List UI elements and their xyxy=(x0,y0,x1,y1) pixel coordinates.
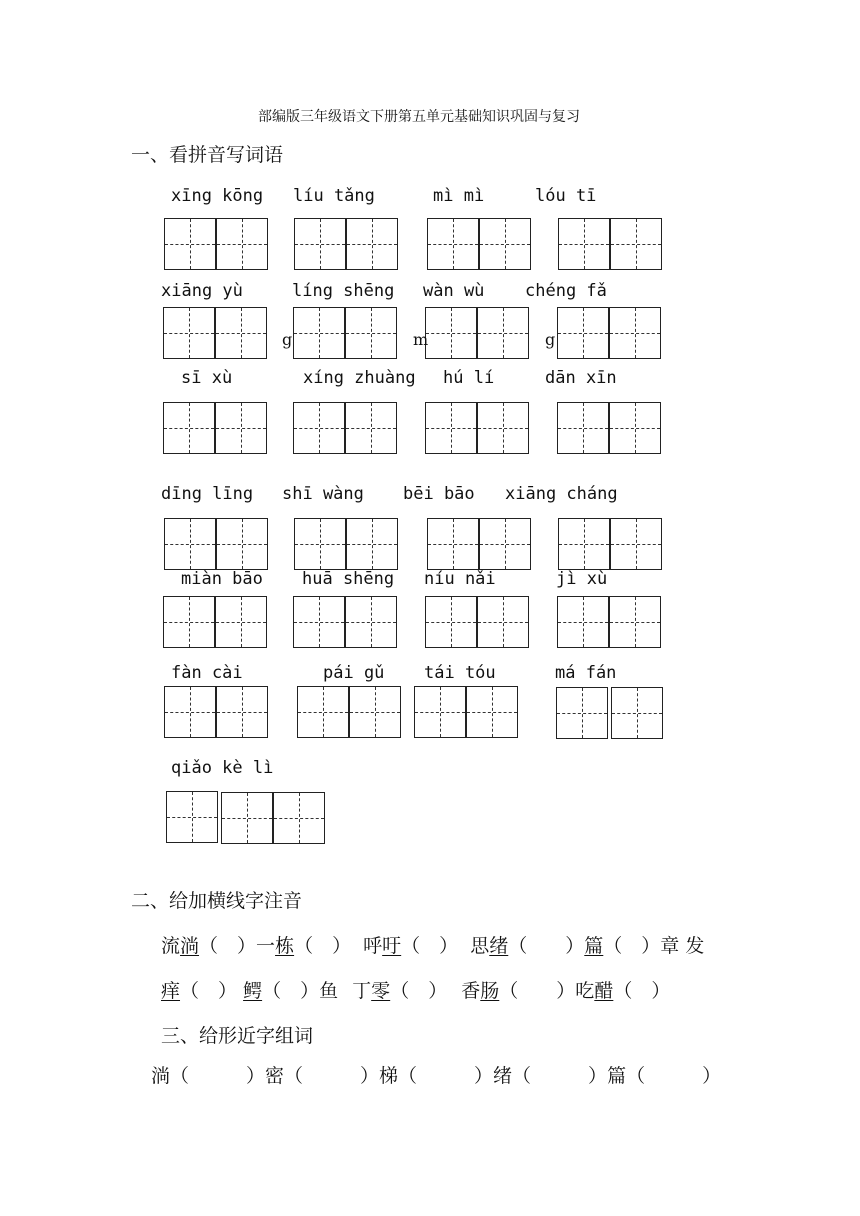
similar-char-line xyxy=(151,1061,721,1088)
writing-box[interactable] xyxy=(293,402,345,454)
phonetic-item: 吃醋（ ） xyxy=(575,980,671,1002)
pinyin-label: fàn cài xyxy=(171,663,243,683)
writing-box[interactable] xyxy=(294,518,346,570)
writing-box[interactable] xyxy=(609,596,661,648)
writing-box[interactable] xyxy=(425,307,477,359)
phonetic-item: 篇（ ）章 发 xyxy=(584,935,705,957)
similar-char-item: 篇（ ） xyxy=(607,1065,722,1087)
writing-box[interactable] xyxy=(163,596,215,648)
stray-letter: g xyxy=(282,330,293,349)
stray-letter: m xyxy=(413,330,429,349)
writing-box[interactable] xyxy=(479,218,531,270)
phonetic-item: 鳄（ ）鱼 xyxy=(243,980,339,1002)
writing-box[interactable] xyxy=(477,402,529,454)
pinyin-label: xiāng yù xyxy=(161,281,243,301)
writing-box[interactable] xyxy=(163,307,215,359)
pinyin-label: huā shēng xyxy=(302,569,395,589)
phonetic-item: 香肠（ ） xyxy=(461,980,576,1002)
writing-box[interactable] xyxy=(164,686,216,738)
phonetic-item: 一栋（ ） xyxy=(256,935,352,957)
writing-box[interactable] xyxy=(558,518,610,570)
similar-char-item: 梯（ ） xyxy=(379,1065,494,1087)
writing-box[interactable] xyxy=(425,596,477,648)
pinyin-label: wàn wù xyxy=(423,281,485,301)
writing-box[interactable] xyxy=(345,596,397,648)
section-2-heading: 二、给加横线字注音 xyxy=(131,890,303,912)
pinyin-label: líng shēng xyxy=(292,281,395,301)
phonetic-line-1 xyxy=(161,931,704,958)
phonetic-item: 痒（ ） xyxy=(161,980,238,1002)
writing-box[interactable] xyxy=(293,596,345,648)
writing-box[interactable] xyxy=(216,218,268,270)
writing-box[interactable] xyxy=(215,596,267,648)
writing-box[interactable] xyxy=(611,687,663,739)
writing-box[interactable] xyxy=(610,218,662,270)
writing-box[interactable] xyxy=(556,687,608,739)
pinyin-label: shī wàng xyxy=(282,484,364,504)
pinyin-label: bēi bāo xyxy=(403,484,475,504)
writing-box[interactable] xyxy=(479,518,531,570)
pinyin-label: chéng fǎ xyxy=(525,281,607,301)
writing-box[interactable] xyxy=(345,307,397,359)
section-3-heading: 三、给形近字组词 xyxy=(161,1025,314,1047)
writing-box[interactable] xyxy=(477,307,529,359)
writing-box[interactable] xyxy=(609,307,661,359)
writing-box[interactable] xyxy=(166,791,218,843)
writing-box[interactable] xyxy=(273,792,325,844)
phonetic-item: 呼吁（ ） xyxy=(363,935,459,957)
writing-box[interactable] xyxy=(557,307,609,359)
pinyin-label: níu nǎi xyxy=(424,569,496,589)
writing-box[interactable] xyxy=(293,307,345,359)
writing-box[interactable] xyxy=(427,218,479,270)
pinyin-label: xiāng cháng xyxy=(505,484,618,504)
writing-box[interactable] xyxy=(346,218,398,270)
writing-box[interactable] xyxy=(164,518,216,570)
pinyin-label: tái tóu xyxy=(424,663,496,683)
pinyin-label: dīng līng xyxy=(161,484,254,504)
writing-box[interactable] xyxy=(558,218,610,270)
writing-box[interactable] xyxy=(163,402,215,454)
writing-box[interactable] xyxy=(557,402,609,454)
pinyin-label: lóu tī xyxy=(535,186,597,206)
similar-char-item: 密（ ） xyxy=(265,1065,380,1087)
similar-char-item: 淌（ ） xyxy=(151,1065,266,1087)
writing-box[interactable] xyxy=(215,402,267,454)
writing-box[interactable] xyxy=(221,792,273,844)
pinyin-label: qiǎo kè lì xyxy=(171,758,274,778)
phonetic-item: 思绪（ ） xyxy=(470,935,585,957)
writing-box[interactable] xyxy=(477,596,529,648)
writing-box[interactable] xyxy=(414,686,466,738)
pinyin-label: líu tǎng xyxy=(293,186,375,206)
writing-box[interactable] xyxy=(609,402,661,454)
writing-box[interactable] xyxy=(297,686,349,738)
writing-box[interactable] xyxy=(349,686,401,738)
writing-box[interactable] xyxy=(294,218,346,270)
writing-box[interactable] xyxy=(557,596,609,648)
writing-box[interactable] xyxy=(346,518,398,570)
writing-box[interactable] xyxy=(427,518,479,570)
pinyin-label: mì mì xyxy=(433,186,485,206)
phonetic-item: 流淌（ ） xyxy=(161,935,257,957)
similar-char-item: 绪（ ） xyxy=(493,1065,608,1087)
pinyin-label: jì xù xyxy=(556,569,608,589)
pinyin-label: sī xù xyxy=(181,368,233,388)
stray-letter: g xyxy=(545,330,556,349)
writing-box[interactable] xyxy=(164,218,216,270)
writing-box[interactable] xyxy=(215,307,267,359)
section-1-heading: 一、看拼音写词语 xyxy=(131,144,284,166)
pinyin-label: pái gǔ xyxy=(323,663,385,683)
pinyin-label: xīng kōng xyxy=(171,186,264,206)
writing-box[interactable] xyxy=(216,518,268,570)
phonetic-item: 丁零（ ） xyxy=(352,980,448,1002)
pinyin-label: hú lí xyxy=(443,368,495,388)
pinyin-label: má fán xyxy=(555,663,617,683)
writing-box[interactable] xyxy=(216,686,268,738)
writing-box[interactable] xyxy=(610,518,662,570)
writing-box[interactable] xyxy=(425,402,477,454)
pinyin-label: xíng zhuàng xyxy=(303,368,416,388)
writing-box[interactable] xyxy=(466,686,518,738)
writing-box[interactable] xyxy=(345,402,397,454)
phonetic-line-2 xyxy=(161,976,670,1003)
pinyin-label: dān xīn xyxy=(545,368,617,388)
document-title: 部编版三年级语文下册第五单元基础知识巩固与复习 xyxy=(258,109,580,125)
pinyin-label: miàn bāo xyxy=(181,569,263,589)
